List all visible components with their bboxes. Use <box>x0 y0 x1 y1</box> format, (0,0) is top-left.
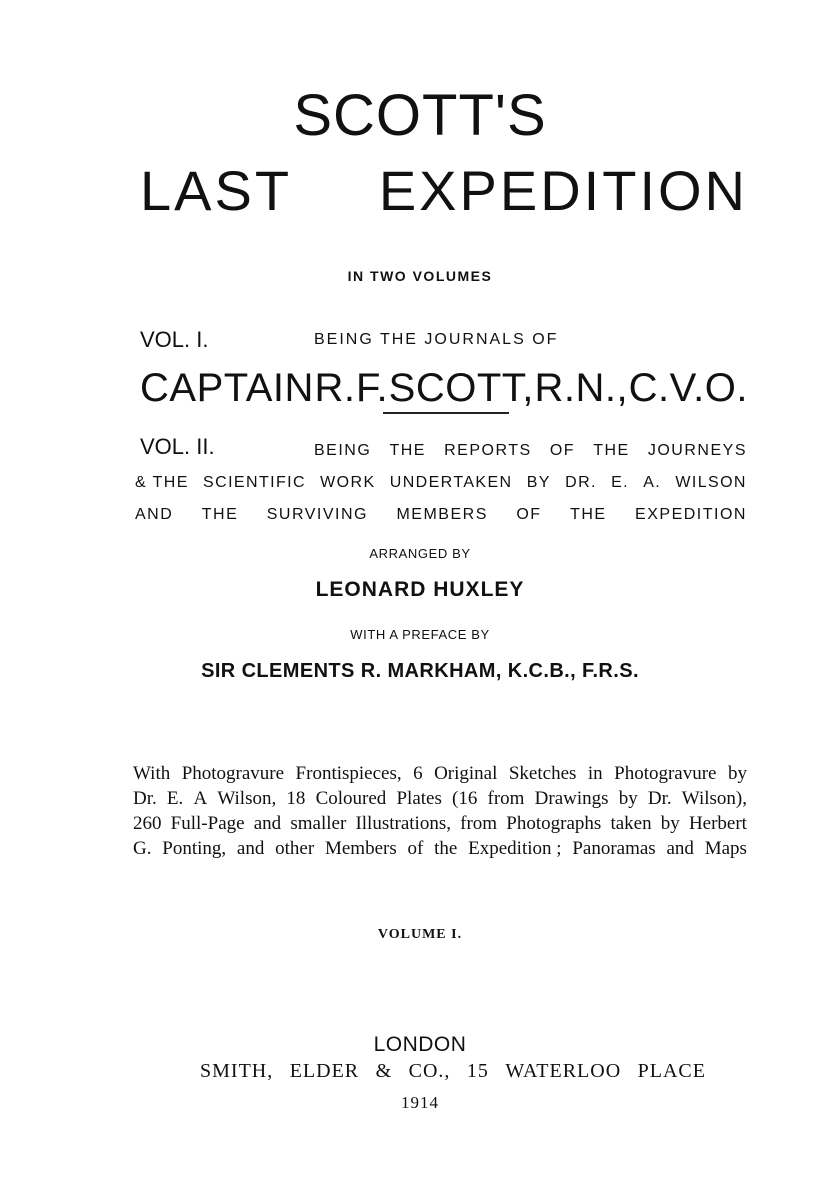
subject-word: CAPTAIN <box>140 366 314 410</box>
volumes-note: IN TWO VOLUMES <box>347 268 493 284</box>
publication-place: LONDON <box>373 1033 467 1056</box>
para-word: 260 <box>133 813 162 834</box>
title-word-expedition: EXPEDITION <box>378 159 748 222</box>
vol2-word: WORK <box>320 474 376 491</box>
preface-by-label: WITH A PREFACE BY <box>350 627 490 642</box>
para-word: by <box>727 763 747 784</box>
vol1-subject <box>140 366 748 411</box>
para-word: With <box>133 763 171 784</box>
publisher-word: ELDER <box>289 1060 360 1082</box>
para-word: Full-Page <box>170 813 245 834</box>
divider-rule <box>383 412 509 414</box>
vol1-label: VOL. I. <box>140 327 209 352</box>
para-word: Drawings <box>534 788 609 809</box>
title-line-2 <box>140 158 748 223</box>
subject-word: R.N., <box>534 366 629 410</box>
vol2-line-2 <box>135 474 747 492</box>
vol2-word: BEING <box>314 442 372 459</box>
para-word: Panoramas <box>572 838 656 859</box>
para-word: G. <box>133 838 152 859</box>
vol2-word: & THE <box>135 474 189 491</box>
para-word: Ponting, <box>162 838 227 859</box>
title-line-1: SCOTT'S <box>293 83 547 148</box>
para-word: Members <box>324 838 397 859</box>
volume-label: VOLUME I. <box>377 927 463 942</box>
subject-word: C.V.O. <box>628 366 748 410</box>
publisher-word: WATERLOO <box>505 1060 622 1082</box>
vol2-line-3 <box>135 506 747 524</box>
illustrations-line <box>133 813 747 835</box>
para-word: Photographs <box>506 813 602 834</box>
publisher-word: 15 <box>466 1060 489 1082</box>
para-word: Expedition ; <box>468 838 562 859</box>
para-word: in <box>587 763 603 784</box>
arranged-by-label: ARRANGED BY <box>369 546 471 561</box>
para-word: Photogravure <box>181 763 285 784</box>
para-word: Original <box>434 763 498 784</box>
illustrations-line <box>133 763 747 785</box>
para-word: taken <box>610 813 652 834</box>
para-word: and <box>236 838 265 859</box>
para-word: Illustrations, <box>355 813 451 834</box>
para-word: E. <box>166 788 184 809</box>
vol2-word: A. <box>643 474 662 491</box>
para-word: Photogravure <box>614 763 717 784</box>
para-word: Plates <box>396 788 442 809</box>
para-word: and <box>666 838 694 859</box>
para-word: Dr. <box>133 788 157 809</box>
vol2-word: AND <box>135 506 174 523</box>
vol2-word: BY <box>526 474 551 491</box>
preface-author: SIR CLEMENTS R. MARKHAM, K.C.B., F.R.S. <box>201 660 639 682</box>
illustrations-line <box>133 838 747 860</box>
para-word: smaller <box>290 813 347 834</box>
arranger-name: LEONARD HUXLEY <box>315 578 525 601</box>
publisher-word: PLACE <box>637 1060 706 1082</box>
subject-word: SCOTT, <box>388 366 534 410</box>
para-word: Wilson), <box>681 788 747 809</box>
para-word: Sketches <box>508 763 577 784</box>
para-word: (16 <box>452 788 478 809</box>
vol2-word: THE <box>201 506 239 523</box>
vol2-word: SCIENTIFIC <box>203 474 306 491</box>
title-word-last: LAST <box>140 159 293 222</box>
para-word: Frontispieces, <box>295 763 402 784</box>
subject-word: R. <box>314 366 356 410</box>
publisher-word: & <box>375 1060 393 1082</box>
para-word: Coloured <box>315 788 387 809</box>
vol1-description: BEING THE JOURNALS OF <box>314 331 559 348</box>
subject-word: F. <box>355 366 389 410</box>
para-word: from <box>487 788 525 809</box>
publisher-word: CO., <box>408 1060 451 1082</box>
vol2-word: EXPEDITION <box>635 506 747 523</box>
para-word: the <box>434 838 458 859</box>
para-word: Herbert <box>688 813 747 834</box>
para-word: by <box>618 788 638 809</box>
para-word: by <box>660 813 680 834</box>
vol2-word: REPORTS <box>444 442 532 459</box>
para-word: from <box>460 813 498 834</box>
vol2-word: JOURNEYS <box>647 442 747 459</box>
vol2-word: THE <box>389 442 426 459</box>
vol2-label: VOL. II. <box>140 434 215 459</box>
para-word: Wilson, <box>217 788 277 809</box>
vol2-word: MEMBERS <box>396 506 488 523</box>
para-word: 6 <box>413 763 423 784</box>
illustrations-line <box>133 788 747 810</box>
para-word: Maps <box>704 838 747 859</box>
publication-year: 1914 <box>401 1093 439 1112</box>
para-word: A <box>193 788 208 809</box>
vol2-word: OF <box>549 442 576 459</box>
vol2-word: E. <box>611 474 630 491</box>
para-word: and <box>253 813 282 834</box>
vol2-word: WILSON <box>675 474 747 491</box>
vol2-word: OF <box>516 506 542 523</box>
publisher <box>200 1060 706 1083</box>
vol2-description <box>314 442 747 460</box>
vol2-word: DR. <box>565 474 597 491</box>
vol2-word: THE <box>593 442 630 459</box>
para-word: Dr. <box>647 788 672 809</box>
vol2-word: UNDERTAKEN <box>389 474 513 491</box>
vol2-word: THE <box>570 506 607 523</box>
para-word: 18 <box>286 788 306 809</box>
vol2-word: SURVIVING <box>266 506 368 523</box>
publisher-word: SMITH, <box>200 1060 274 1082</box>
para-word: of <box>407 838 424 859</box>
para-word: other <box>275 838 315 859</box>
